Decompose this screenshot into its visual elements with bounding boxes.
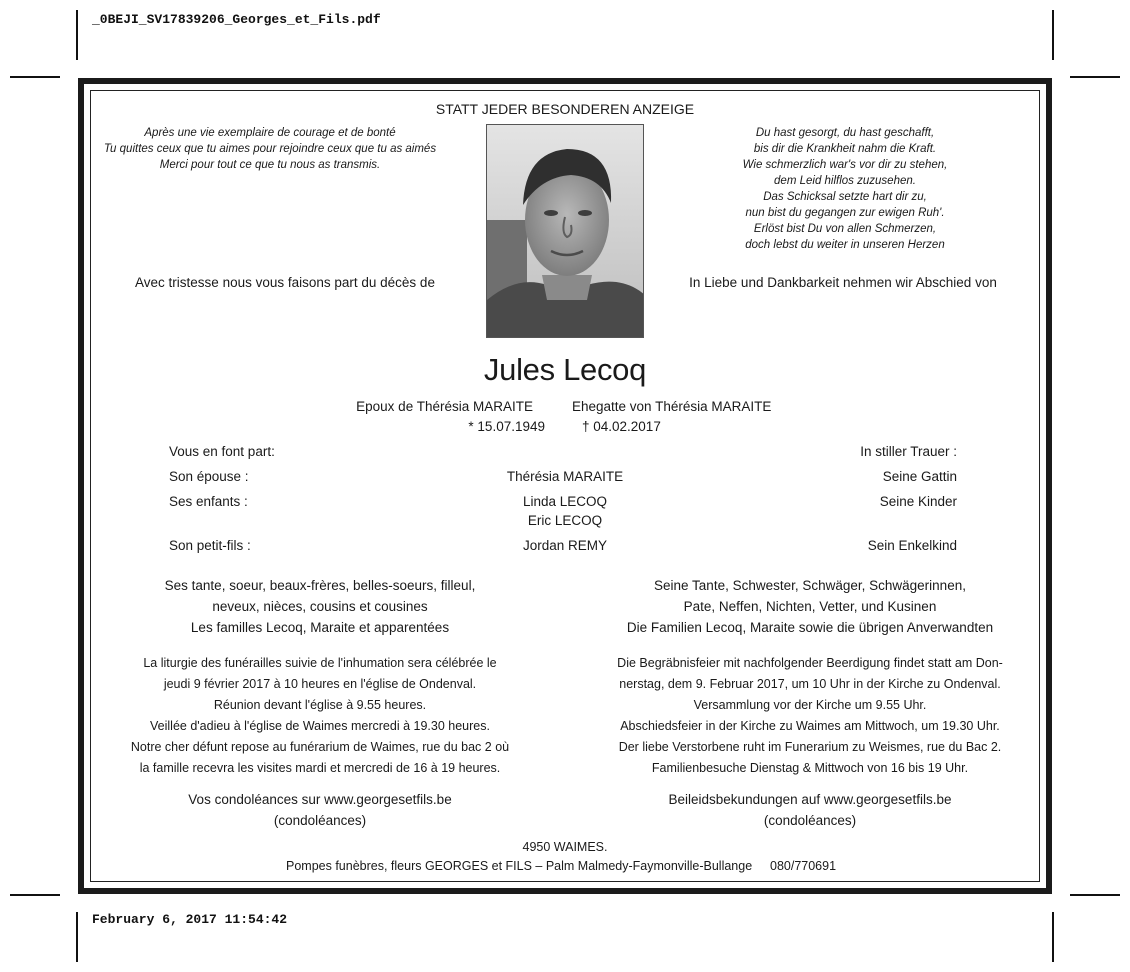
crop-mark <box>1052 10 1054 60</box>
funeral-fr-line: Notre cher défunt repose au funérarium de Waimes, rue du bac 2 où <box>130 740 510 754</box>
deceased-name: Jules Lecoq <box>483 352 647 387</box>
relatives-fr-line: Les familles Lecoq, Maraite et apparentées <box>190 620 450 635</box>
funeral-fr-line: la famille recevra les visites mardi et mercredi de 16 à 19 heures. <box>139 761 501 775</box>
funeral-de-line: Abschiedsfeier in der Kirche zu Waimes am Mittwoch, um 19.30 Uhr. <box>620 719 1000 733</box>
family-role-de: Sein Enkelkind <box>867 538 957 553</box>
crop-mark <box>1052 912 1054 962</box>
family-role-de: Seine Gattin <box>882 469 957 484</box>
undertaker: Pompes funèbres, fleurs GEORGES et FILS – Palm Malmedy-Faymonville-Bullange <box>286 859 753 873</box>
birth-date: * 15.07.1949 <box>468 419 545 434</box>
poem-de-line: nun bist du gegangen zur ewigen Ruh'. <box>745 207 945 219</box>
relatives-de-line: Pate, Neffen, Nichten, Vetter, und Kusinen <box>683 599 937 614</box>
relatives-fr-line: neveux, nièces, cousins et cousines <box>212 599 428 614</box>
crop-mark <box>1070 76 1120 78</box>
file-name: _0BEJI_SV17839206_Georges_et_Fils.pdf <box>92 12 381 27</box>
poem-fr-line: Tu quittes ceux que tu aimes pour rejoindre ceux que tu as aimés <box>103 143 437 155</box>
family-role-de: Seine Kinder <box>879 494 957 509</box>
crop-mark <box>76 912 78 962</box>
family-header-de: In stiller Trauer : <box>860 444 957 459</box>
crop-mark <box>76 10 78 60</box>
family-header-fr: Vous en font part: <box>169 444 275 459</box>
funeral-de-line: nerstag, dem 9. Februar 2017, um 10 Uhr in der Kirche zu Ondenval. <box>619 677 1001 691</box>
family-role-fr: Ses enfants : <box>169 494 248 509</box>
poem-de-line: Du hast gesorgt, du hast geschafft, <box>755 127 935 139</box>
poem-fr-line: Après une vie exemplaire de courage et de bonté <box>144 127 396 139</box>
condolences-de-note: (condoléances) <box>763 813 857 828</box>
poem-de-line: bis dir die Krankheit nahm die Kraft. <box>753 143 937 155</box>
funeral-de-line: Der liebe Verstorbene ruht im Funerarium zu Weismes, rue du Bac 2. <box>618 740 1002 754</box>
print-date: February 6, 2017 11:54:42 <box>92 912 288 927</box>
funeral-fr-line: jeudi 9 février 2017 à 10 heures en l'église de Ondenval. <box>163 677 477 691</box>
funeral-fr-line: La liturgie des funérailles suivie de l'inhumation sera célébrée le <box>143 656 497 670</box>
condolences-fr: Vos condoléances sur www.georgesetfils.be <box>188 792 452 807</box>
family-member: Linda LECOQ <box>522 494 608 509</box>
family-member: Jordan REMY <box>522 538 608 553</box>
phone: 080/770691 <box>770 859 837 873</box>
poem-de-line: Wie schmerzlich war's vor dir zu stehen, <box>742 159 948 171</box>
family-role-fr: Son petit-fils : <box>169 538 251 553</box>
poem-fr-line: Merci pour tout ce que tu nous as transmis. <box>159 159 381 171</box>
death-date: † 04.02.2017 <box>582 419 661 434</box>
poem-de-line: Erlöst bist Du von allen Schmerzen, <box>753 223 937 235</box>
deceased-photo <box>486 124 644 338</box>
condolences-fr-note: (condoléances) <box>273 813 367 828</box>
family-member: Eric LECOQ <box>527 513 603 528</box>
crop-mark <box>10 894 60 896</box>
intro-fr: Avec tristesse nous vous faisons part du décès de <box>135 275 435 290</box>
funeral-de-line: Versammlung vor der Kirche um 9.55 Uhr. <box>693 698 927 712</box>
relatives-de-line: Seine Tante, Schwester, Schwäger, Schwägerinnen, <box>654 578 966 593</box>
funeral-fr-line: Réunion devant l'église à 9.55 heures. <box>213 698 427 712</box>
family-member: Thérésia MARAITE <box>506 469 624 484</box>
portrait-image <box>487 125 644 338</box>
relatives-de-line: Die Familien Lecoq, Maraite sowie die übrigen Anverwandten <box>626 620 994 635</box>
condolences-de: Beileidsbekundungen auf www.georgesetfils.be <box>668 792 952 807</box>
notice-heading: STATT JEDER BESONDEREN ANZEIGE <box>435 101 695 117</box>
spouse-fr: Epoux de Thérésia MARAITE <box>356 399 533 414</box>
intro-de: In Liebe und Dankbarkeit nehmen wir Abschied von <box>689 275 997 290</box>
poem-de-line: dem Leid hilflos zuzusehen. <box>774 175 916 187</box>
funeral-de-line: Familienbesuche Dienstag & Mittwoch von 16 bis 19 Uhr. <box>651 761 969 775</box>
family-role-fr: Son épouse : <box>169 469 249 484</box>
locality: 4950 WAIMES. <box>522 840 608 854</box>
crop-mark <box>1070 894 1120 896</box>
funeral-fr-line: Veillée d'adieu à l'église de Waimes mercredi à 19.30 heures. <box>150 719 490 733</box>
funeral-de-line: Die Begräbnisfeier mit nachfolgender Beerdigung findet statt am Don- <box>617 656 1003 670</box>
poem-de-line: Das Schicksal setzte hart dir zu, <box>763 191 927 203</box>
crop-mark <box>10 76 60 78</box>
poem-de-line: doch lebst du weiter in unseren Herzen <box>745 239 945 251</box>
relatives-fr-line: Ses tante, soeur, beaux-frères, belles-soeurs, filleul, <box>164 578 476 593</box>
spouse-de: Ehegatte von Thérésia MARAITE <box>572 399 772 414</box>
